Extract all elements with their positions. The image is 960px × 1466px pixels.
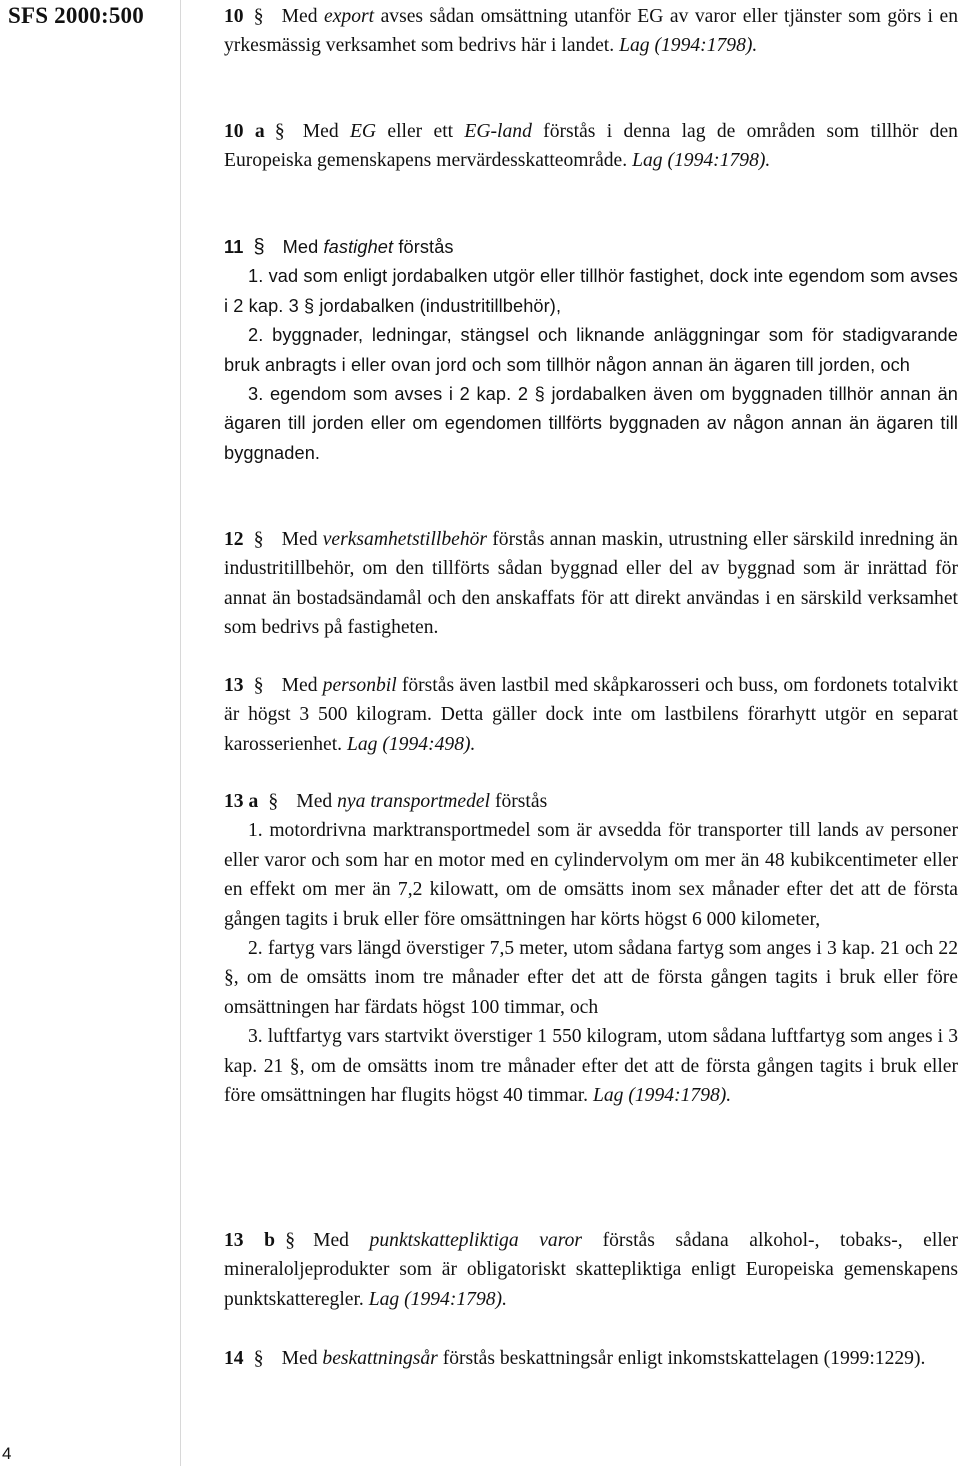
margin-rule — [180, 0, 181, 1466]
paragraph-sign: § — [253, 528, 264, 550]
section-10 — [224, 2, 958, 61]
section-number: 13 — [224, 675, 244, 696]
text: eller ett — [376, 121, 465, 142]
text: Med — [313, 1230, 370, 1251]
paragraph-sign: § — [303, 295, 315, 316]
paragraph-sign: § — [253, 1347, 264, 1369]
text: Med — [281, 675, 323, 696]
law-reference: Lag (1994:498). — [346, 733, 476, 755]
text: Med — [281, 6, 325, 27]
text: Med — [282, 237, 324, 257]
list-item: 2. byggnader, ledningar, stängsel och liknande anläggningar som för stadigvarande bruk anbragts i eller ovan jord och som tillhör någon annan än ägaren till jorden, och — [224, 325, 958, 375]
defined-term: verksamhetstillbehör — [322, 529, 488, 550]
text: Med — [296, 791, 338, 812]
defined-term: EG-land — [464, 121, 532, 142]
section-number: 10 — [224, 6, 244, 27]
defined-term: punktskattepliktiga varor — [369, 1230, 583, 1251]
list-item: 2. fartyg vars längd överstiger 7,5 meter, utom sådana fartyg som anges i 3 kap. 21 och 22 §, om de omsätts inom tre månader efter det att de första gången tagits i bruk eller före omsättningen har färdats högst 100 timmar, och — [224, 938, 958, 1018]
paragraph-sign: § — [534, 384, 545, 405]
list-item: 1. motordrivna marktransportmedel som är avsedda för transporter till lands av personer eller varor och som har en motor med en cylindervolym om mer än 48 kubikcentimeter eller en effekt om mer än 7,2 kilowatt, om de omsätts inom sex månader efter det att de första gången tagits i bruk eller före omsättningen har körts högst 6 000 kilometer, — [224, 820, 958, 930]
paragraph-sign: § — [268, 790, 279, 812]
law-reference: Lag (1994:1798). — [368, 1288, 507, 1310]
paragraph-sign: § — [253, 5, 264, 27]
paragraph-sign: § — [224, 967, 234, 989]
text: Med — [302, 121, 350, 142]
text: förstås — [490, 791, 548, 812]
law-reference: Lag (1994:1798). — [592, 1085, 732, 1107]
defined-term: fastighet — [323, 237, 394, 257]
law-reference: Lag (1994:1798). — [632, 150, 771, 172]
list-item: 3. luftfartyg vars startvikt överstiger 1 550 kilogram, utom sådana luftfartyg som anges i 3 kap. 21 §, om de omsätts inom tre månader efter det att de första gången tagits i bruk eller före omsättningen har flugits högst 40 timmar. Lag (1994:1798). — [224, 1026, 958, 1107]
section-number: 11 — [224, 237, 244, 257]
defined-term: nya transportmedel — [337, 791, 491, 812]
defined-term: export — [324, 6, 375, 27]
text: Med — [281, 1348, 323, 1369]
text: förstås beskattningsår enligt inkomstskattelagen (1999:1229). — [437, 1348, 926, 1369]
text: Med — [281, 529, 323, 550]
section-14 — [224, 1344, 958, 1373]
list-item: 1. vad som enligt jordabalken utgör eller tillhör fastighet, dock inte egendom som avses i 2 kap. 3 § jordabalken (industritillbehör), — [224, 266, 958, 316]
paragraph-sign: § — [289, 1055, 300, 1077]
defined-term: beskattningsår — [322, 1348, 438, 1369]
defined-term: EG — [349, 121, 377, 142]
text: förstås annan maskin, utrustning eller särskild inredning än industritillbehör, om den tillförts sådan byggnad eller del av byggnad som är inrättad för annat än bostadsändamål och den anskaffats för att direkt användas i en särskild verksamhet som bedrivs på fastigheten. — [224, 529, 958, 639]
section-number: 13 a — [224, 791, 259, 812]
section-12 — [224, 525, 958, 643]
defined-term: personbil — [322, 675, 397, 696]
section-10a — [224, 117, 958, 176]
text: förstås — [393, 237, 454, 257]
paragraph-sign: § — [253, 236, 265, 258]
section-13 — [224, 671, 958, 759]
section-11 — [224, 233, 958, 468]
paragraph-sign: § — [274, 120, 285, 142]
section-number: 10 a — [224, 121, 265, 142]
section-number: 12 — [224, 529, 244, 550]
sfs-number: SFS 2000:500 — [8, 3, 144, 28]
text: förstås i denna lag de områden som tillhör den Europeiska gemenskapens mervärdesskatteområde. — [224, 121, 958, 172]
text: avses sådan omsättning utanför EG av varor eller tjänster som görs i en yrkesmässig verksamhet som bedrivs här i landet. — [224, 6, 958, 57]
law-reference: Lag (1994:1798). — [619, 35, 758, 57]
section-13a — [224, 787, 958, 1110]
paragraph-sign: § — [253, 674, 264, 696]
section-13b — [224, 1226, 958, 1314]
list-item: 3. egendom som avses i 2 kap. 2 § jordabalken även om byggnaden tillhör annan än ägaren till jorden eller om egendomen tillförts byggnaden av någon annan än ägaren till byggnaden. — [224, 384, 959, 463]
section-number: 13 b — [224, 1230, 276, 1251]
text: förstås även lastbil med skåpkarosseri och buss, om fordonets totalvikt är högst 3 500 kilogram. Detta gäller dock inte om lastbilens förarhytt utgör en separat karosserienhet. — [224, 675, 958, 755]
text: förstås sådana alkohol-, tobaks-, eller mineraloljeprodukter som är obligatoriskt skattepliktiga enligt Europeiska gemenskapens punktskatteregler. — [224, 1230, 958, 1310]
section-number: 14 — [224, 1348, 244, 1369]
page-number: 4 — [2, 1444, 12, 1463]
paragraph-sign: § — [285, 1229, 296, 1251]
